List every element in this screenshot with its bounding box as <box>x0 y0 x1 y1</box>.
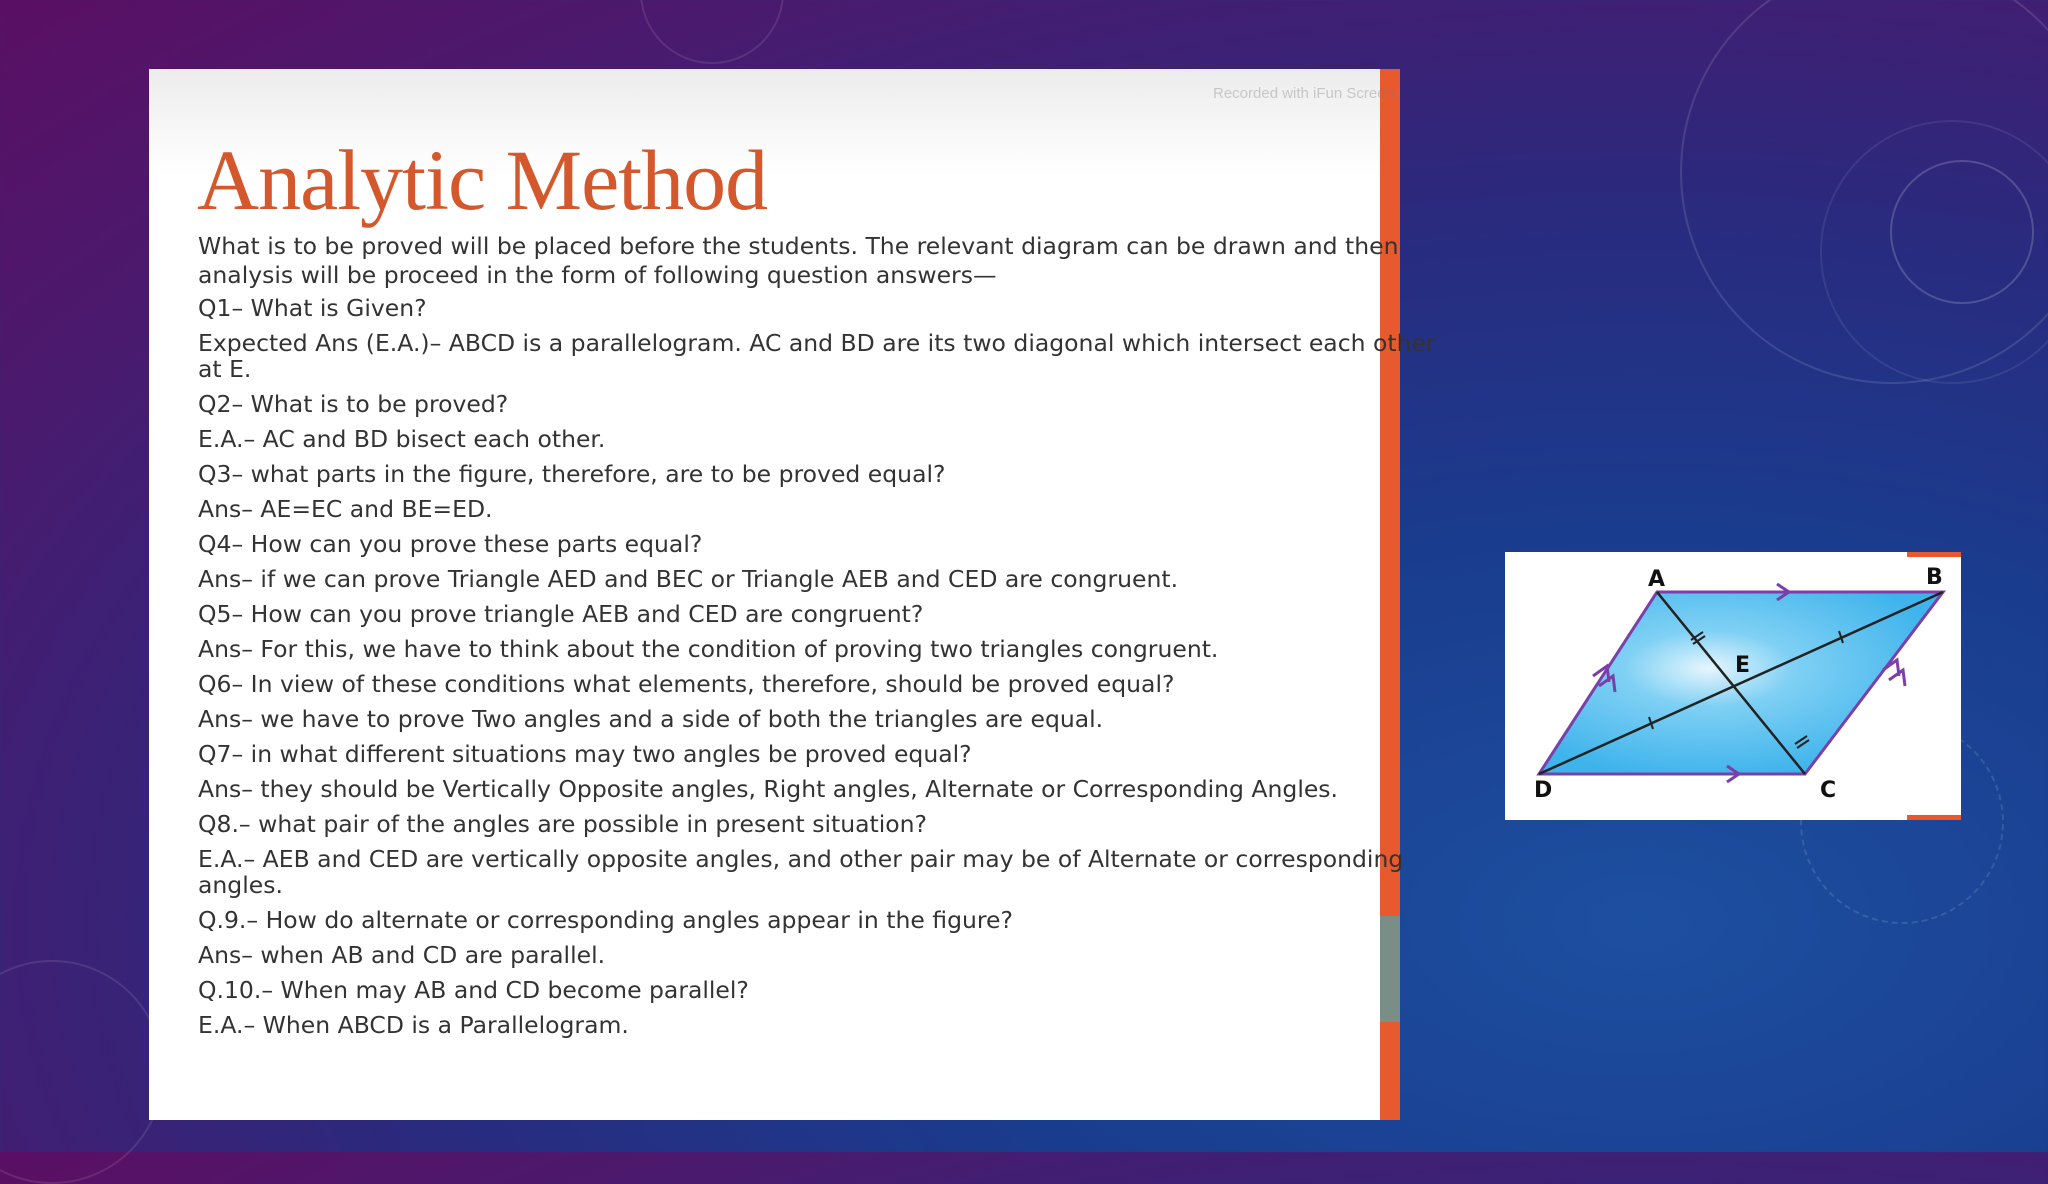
qa-paragraph <box>198 495 1398 524</box>
qa-line: Expected Ans (E.A.)– ABCD is a parallelogram. AC and BD are its two diagonal which intersect each other <box>198 329 1436 357</box>
qa-line: Q5– How can you prove triangle AEB and CED are congruent? <box>198 600 924 628</box>
intro-paragraph <box>198 232 1398 290</box>
qa-list <box>198 294 1436 1040</box>
parallel-arrow <box>1889 670 1905 686</box>
recording-watermark: Recorded with iFun Screen <box>1213 85 1394 102</box>
qa-line: Q8.– what pair of the angles are possible in present situation? <box>198 810 928 838</box>
qa-line: angles. <box>198 871 283 899</box>
qa-paragraph <box>198 670 1398 699</box>
qa-paragraph <box>198 329 1436 384</box>
qa-line: Q7– in what different situations may two angles be proved equal? <box>198 740 972 768</box>
qa-paragraph <box>198 600 1398 629</box>
diagram-accent-top <box>1907 552 1961 557</box>
intro-line: analysis will be proceed in the form of following question answers— <box>198 261 997 289</box>
vertex-label-a: A <box>1648 567 1666 592</box>
qa-paragraph <box>198 976 1398 1005</box>
vertex-label-c: C <box>1820 778 1837 803</box>
qa-paragraph <box>198 810 1398 839</box>
parallelogram-svg <box>1505 552 1961 820</box>
qa-line: E.A.– AC and BD bisect each other. <box>198 425 606 453</box>
qa-paragraph <box>198 845 1404 900</box>
qa-line: Q.10.– When may AB and CD become parallel? <box>198 976 749 1004</box>
qa-line: Q.9.– How do alternate or corresponding angles appear in the figure? <box>198 906 1013 934</box>
qa-paragraph <box>198 775 1398 804</box>
qa-line: Q4– How can you prove these parts equal? <box>198 530 703 558</box>
qa-paragraph <box>198 635 1398 664</box>
qa-paragraph <box>198 530 1398 559</box>
slide-title: Analytic Method <box>197 132 768 228</box>
qa-paragraph <box>198 565 1398 594</box>
qa-paragraph <box>198 705 1398 734</box>
parallelogram-diagram <box>1505 552 1961 820</box>
qa-paragraph <box>198 425 1398 454</box>
qa-paragraph <box>198 906 1398 935</box>
qa-line: Q2– What is to be proved? <box>198 390 509 418</box>
qa-line: Ans– if we can prove Triangle AED and BEC or Triangle AEB and CED are congruent. <box>198 565 1179 593</box>
qa-line: Q1– What is Given? <box>198 294 427 322</box>
qa-line: E.A.– When ABCD is a Parallelogram. <box>198 1011 629 1039</box>
qa-line: Q3– what parts in the figure, therefore, are to be proved equal? <box>198 460 946 488</box>
vertex-label-d: D <box>1534 778 1553 803</box>
qa-line: Ans– we have to prove Two angles and a side of both the triangles are equal. <box>198 705 1104 733</box>
background-ring-decoration <box>0 960 164 1184</box>
qa-line: Ans– when AB and CD are parallel. <box>198 941 606 969</box>
vertex-label-e: E <box>1735 653 1751 678</box>
qa-paragraph <box>198 294 1398 323</box>
qa-line: Ans– AE=EC and BE=ED. <box>198 495 493 523</box>
vertex-label-b: B <box>1926 565 1943 590</box>
qa-line: Ans– For this, we have to think about the condition of proving two triangles congruent. <box>198 635 1219 663</box>
qa-paragraph <box>198 460 1398 489</box>
background-ring-decoration <box>1890 160 2034 304</box>
qa-paragraph <box>198 390 1398 419</box>
background-ring-decoration <box>640 0 784 64</box>
qa-paragraph <box>198 941 1398 970</box>
qa-line: at E. <box>198 355 252 383</box>
qa-line: E.A.– AEB and CED are vertically opposite angles, and other pair may be of Alternate or corresponding <box>198 845 1404 873</box>
slide-body-text <box>198 232 1436 1040</box>
intro-line: What is to be proved will be placed before the students. The relevant diagram can be drawn and then <box>198 232 1399 260</box>
qa-paragraph <box>198 740 1398 769</box>
diagram-accent-bottom <box>1907 815 1961 820</box>
qa-paragraph <box>198 1011 1398 1040</box>
qa-line: Q6– In view of these conditions what elements, therefore, should be proved equal? <box>198 670 1175 698</box>
qa-line: Ans– they should be Vertically Opposite angles, Right angles, Alternate or Corresponding Angles. <box>198 775 1339 803</box>
